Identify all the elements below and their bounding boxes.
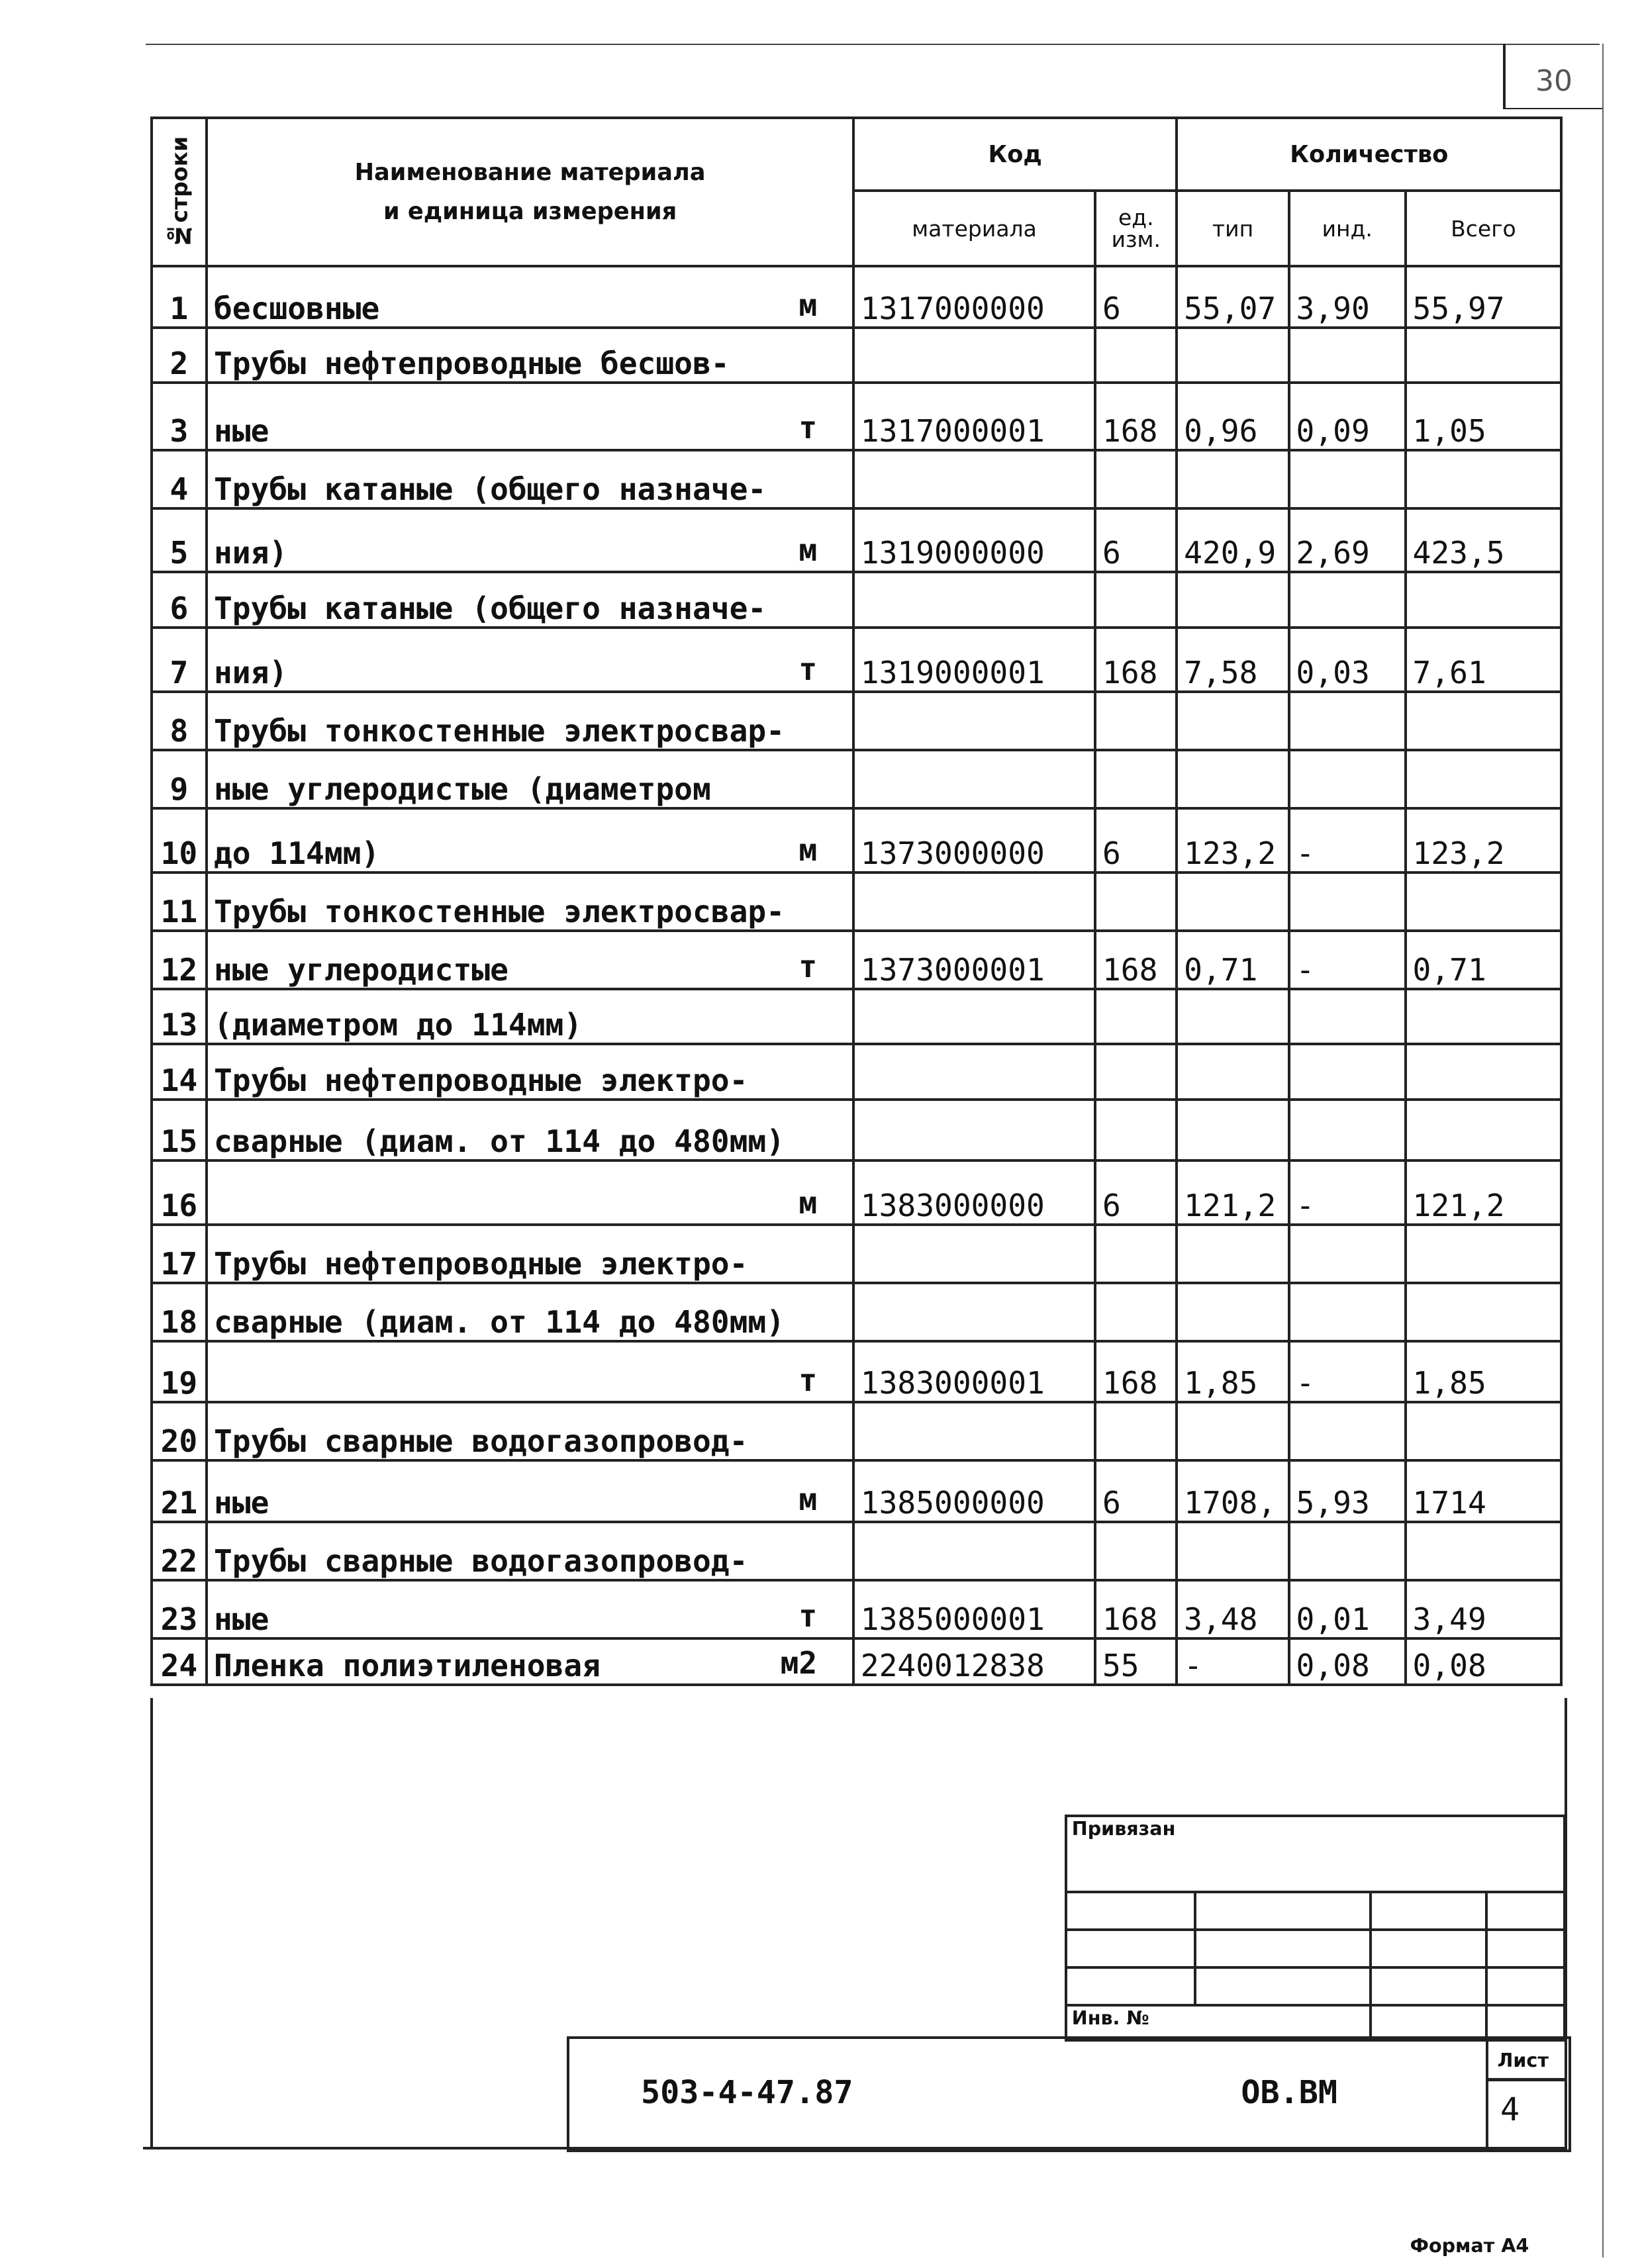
table-row bbox=[152, 873, 1562, 931]
header-quantity: Количество bbox=[1177, 118, 1561, 191]
unit-code: 6 bbox=[1095, 1460, 1177, 1521]
qty-total bbox=[1406, 873, 1561, 931]
material-code bbox=[853, 328, 1095, 383]
unit-code: 6 bbox=[1095, 266, 1177, 327]
material-name-text: Трубы сварные водогазопровод- bbox=[213, 1423, 748, 1460]
row-number: 6 bbox=[152, 572, 207, 628]
row-number: 1 bbox=[152, 266, 207, 327]
qty-total bbox=[1406, 1522, 1561, 1580]
frame-right-line bbox=[1565, 1698, 1567, 2150]
material-code bbox=[853, 1225, 1095, 1283]
table-row bbox=[152, 266, 1562, 327]
header-qty-individual: инд. bbox=[1289, 191, 1406, 266]
material-code bbox=[853, 750, 1095, 808]
material-name-text: Трубы катаные (общего назначе- bbox=[213, 471, 767, 507]
header-qty-type: тип bbox=[1177, 191, 1288, 266]
table-row bbox=[152, 989, 1562, 1045]
qty-individual: 0,09 bbox=[1289, 383, 1406, 449]
unit-code: 168 bbox=[1095, 383, 1177, 449]
material-name bbox=[207, 508, 853, 573]
header-row-number: №строки bbox=[152, 118, 207, 266]
row-number: 17 bbox=[152, 1225, 207, 1283]
header-code: Код bbox=[853, 118, 1177, 191]
qty-type bbox=[1177, 873, 1288, 931]
material-code: 1319000001 bbox=[853, 628, 1095, 692]
qty-total: 1,85 bbox=[1406, 1341, 1561, 1402]
qty-individual bbox=[1289, 1100, 1406, 1160]
qty-type bbox=[1177, 1225, 1288, 1283]
row-number: 22 bbox=[152, 1522, 207, 1580]
row-number: 18 bbox=[152, 1283, 207, 1341]
qty-individual: 0,08 bbox=[1289, 1638, 1406, 1685]
stamp-cell bbox=[1486, 1930, 1565, 1967]
material-name-text: (диаметром до 114мм) bbox=[213, 1007, 583, 1043]
stamp-cell bbox=[1066, 1930, 1195, 1967]
table-row bbox=[152, 692, 1562, 750]
stamp-cell bbox=[1371, 1892, 1486, 1930]
qty-total bbox=[1406, 1225, 1561, 1283]
qty-individual bbox=[1289, 1283, 1406, 1341]
table-row bbox=[152, 1044, 1562, 1100]
unit-code bbox=[1095, 750, 1177, 808]
qty-type: 123,2 bbox=[1177, 808, 1288, 873]
stamp-cell bbox=[1371, 1930, 1486, 1967]
document-code: 503-4-47.87 bbox=[641, 2073, 853, 2111]
row-number: 21 bbox=[152, 1460, 207, 1521]
material-name bbox=[207, 808, 853, 873]
material-name bbox=[207, 383, 853, 449]
unit-code: 168 bbox=[1095, 628, 1177, 692]
materials-table bbox=[150, 117, 1563, 1686]
unit-code: 6 bbox=[1095, 508, 1177, 573]
header-code-material: материала bbox=[853, 191, 1095, 266]
row-number: 7 bbox=[152, 628, 207, 692]
material-unit: м bbox=[798, 287, 818, 324]
row-number: 9 bbox=[152, 750, 207, 808]
qty-individual bbox=[1289, 572, 1406, 628]
qty-total bbox=[1406, 692, 1561, 750]
sheet-number: 4 bbox=[1500, 2091, 1520, 2129]
material-code bbox=[853, 989, 1095, 1045]
material-name bbox=[207, 1283, 853, 1341]
qty-total bbox=[1406, 1100, 1561, 1160]
qty-total: 423,5 bbox=[1406, 508, 1561, 573]
material-name bbox=[207, 931, 853, 989]
table-row bbox=[152, 1580, 1562, 1638]
qty-individual: 3,90 bbox=[1289, 266, 1406, 327]
material-name bbox=[207, 1580, 853, 1638]
stamp-cell bbox=[1371, 1967, 1486, 2005]
material-name bbox=[207, 1100, 853, 1160]
qty-total bbox=[1406, 1402, 1561, 1460]
qty-type bbox=[1177, 1402, 1288, 1460]
material-name-text: до 114мм) bbox=[213, 835, 380, 871]
material-code bbox=[853, 1283, 1095, 1341]
qty-individual bbox=[1289, 450, 1406, 508]
stamp-cell bbox=[1371, 2005, 1486, 2040]
material-name-text: сварные (диам. от 114 до 480мм) bbox=[213, 1303, 785, 1340]
top-frame-line bbox=[146, 44, 1600, 45]
table-row bbox=[152, 1225, 1562, 1283]
material-name bbox=[207, 1402, 853, 1460]
qty-total: 55,97 bbox=[1406, 266, 1561, 327]
material-unit: м bbox=[798, 1482, 818, 1518]
row-number: 19 bbox=[152, 1341, 207, 1402]
table-row bbox=[152, 383, 1562, 449]
qty-total: 7,61 bbox=[1406, 628, 1561, 692]
row-number: 2 bbox=[152, 328, 207, 383]
header-material-name bbox=[207, 118, 853, 266]
qty-type: 3,48 bbox=[1177, 1580, 1288, 1638]
qty-individual: - bbox=[1289, 931, 1406, 989]
page-edge-line bbox=[1602, 44, 1604, 2257]
stamp-privyazan: Привязан bbox=[1066, 1816, 1565, 1891]
document-mark: ОВ.ВМ bbox=[1241, 2073, 1338, 2111]
material-name bbox=[207, 692, 853, 750]
qty-type: 121,2 bbox=[1177, 1160, 1288, 1225]
qty-total: 0,71 bbox=[1406, 931, 1561, 989]
material-code: 1317000001 bbox=[853, 383, 1095, 449]
header-qty-total: Всего bbox=[1406, 191, 1561, 266]
table-row bbox=[152, 628, 1562, 692]
qty-total: 0,08 bbox=[1406, 1638, 1561, 1685]
sheet-label: Лист bbox=[1497, 2049, 1549, 2072]
material-unit: м bbox=[798, 832, 818, 869]
stamp-cell bbox=[1486, 1967, 1565, 2005]
material-unit: т bbox=[798, 651, 818, 688]
stamp-cell bbox=[1066, 1967, 1195, 2005]
qty-type: 0,71 bbox=[1177, 931, 1288, 989]
unit-code bbox=[1095, 1402, 1177, 1460]
material-code: 1385000001 bbox=[853, 1580, 1095, 1638]
format-label: Формат А4 bbox=[1410, 2234, 1529, 2257]
stamp-cell bbox=[1195, 1967, 1371, 2005]
qty-individual: 0,01 bbox=[1289, 1580, 1406, 1638]
material-name bbox=[207, 628, 853, 692]
material-name-text: ния) bbox=[213, 654, 288, 690]
qty-total: 1714 bbox=[1406, 1460, 1561, 1521]
material-name bbox=[207, 1638, 853, 1685]
material-unit: м bbox=[798, 1184, 818, 1221]
material-name-text: ные bbox=[213, 1484, 269, 1521]
table-row bbox=[152, 1283, 1562, 1341]
qty-type: 7,58 bbox=[1177, 628, 1288, 692]
qty-type: 1708, bbox=[1177, 1460, 1288, 1521]
row-number: 12 bbox=[152, 931, 207, 989]
qty-total: 3,49 bbox=[1406, 1580, 1561, 1638]
stamp-cell bbox=[1066, 1892, 1195, 1930]
material-unit: т bbox=[798, 1598, 818, 1634]
qty-total bbox=[1406, 450, 1561, 508]
stamp-cell bbox=[1195, 1930, 1371, 1967]
qty-individual: 5,93 bbox=[1289, 1460, 1406, 1521]
material-name-text: ные углеродистые (диаметром bbox=[213, 771, 711, 807]
table-row bbox=[152, 508, 1562, 573]
row-number: 13 bbox=[152, 989, 207, 1045]
material-unit: м bbox=[798, 532, 818, 568]
material-code bbox=[853, 1402, 1095, 1460]
qty-type bbox=[1177, 989, 1288, 1045]
unit-code bbox=[1095, 450, 1177, 508]
qty-type bbox=[1177, 692, 1288, 750]
material-code: 1373000001 bbox=[853, 931, 1095, 989]
header-name-line2: и единица измерения bbox=[383, 197, 677, 225]
qty-total: 1,05 bbox=[1406, 383, 1561, 449]
table-row bbox=[152, 1341, 1562, 1402]
table-row bbox=[152, 931, 1562, 989]
stamp-divider bbox=[1486, 2078, 1566, 2081]
material-code bbox=[853, 873, 1095, 931]
material-unit: т bbox=[798, 410, 818, 446]
frame-bottom-line bbox=[143, 2147, 1568, 2150]
unit-code bbox=[1095, 989, 1177, 1045]
row-number: 8 bbox=[152, 692, 207, 750]
qty-type: 1,85 bbox=[1177, 1341, 1288, 1402]
material-name-text: ния) bbox=[213, 535, 288, 571]
unit-code bbox=[1095, 692, 1177, 750]
material-name bbox=[207, 1160, 853, 1225]
qty-total bbox=[1406, 750, 1561, 808]
unit-code bbox=[1095, 1044, 1177, 1100]
unit-code: 168 bbox=[1095, 1580, 1177, 1638]
material-unit: м2 bbox=[780, 1644, 818, 1681]
material-code bbox=[853, 692, 1095, 750]
row-number: 20 bbox=[152, 1402, 207, 1460]
material-name-text: Трубы нефтепроводные электро- bbox=[213, 1245, 748, 1282]
qty-total bbox=[1406, 989, 1561, 1045]
header-name-line1: Наименование материала bbox=[354, 159, 706, 187]
material-unit: т bbox=[798, 1362, 818, 1398]
material-code: 1317000000 bbox=[853, 266, 1095, 327]
material-name-text: Трубы катаные (общего назначе- bbox=[213, 590, 767, 626]
row-number: 15 bbox=[152, 1100, 207, 1160]
material-code: 1385000000 bbox=[853, 1460, 1095, 1521]
material-code bbox=[853, 1100, 1095, 1160]
unit-code: 6 bbox=[1095, 1160, 1177, 1225]
frame-left-line bbox=[150, 1698, 153, 2147]
corner-sheet-number: 30 bbox=[1503, 44, 1602, 109]
table-row bbox=[152, 572, 1562, 628]
material-name-text: Пленка полиэтиленовая bbox=[213, 1648, 601, 1684]
stamp-binding-block bbox=[1065, 1815, 1566, 2042]
qty-individual: 0,03 bbox=[1289, 628, 1406, 692]
qty-type bbox=[1177, 750, 1288, 808]
row-number: 16 bbox=[152, 1160, 207, 1225]
material-name-text: ные bbox=[213, 412, 269, 449]
qty-individual: - bbox=[1289, 808, 1406, 873]
stamp-divider bbox=[1486, 2036, 1488, 2150]
table-row bbox=[152, 328, 1562, 383]
material-name-text: бесшовные bbox=[213, 290, 380, 326]
qty-type bbox=[1177, 328, 1288, 383]
material-code: 1383000000 bbox=[853, 1160, 1095, 1225]
row-number: 23 bbox=[152, 1580, 207, 1638]
material-name bbox=[207, 1341, 853, 1402]
materials-table-body bbox=[152, 266, 1562, 1685]
stamp-cell bbox=[1486, 2005, 1565, 2040]
material-name-text: Трубы тонкостенные электросвар- bbox=[213, 712, 785, 749]
material-name bbox=[207, 1225, 853, 1283]
table-row bbox=[152, 1522, 1562, 1580]
unit-code: 6 bbox=[1095, 808, 1177, 873]
material-name bbox=[207, 1044, 853, 1100]
material-name-text: Трубы нефтепроводные электро- bbox=[213, 1062, 748, 1098]
table-row bbox=[152, 808, 1562, 873]
material-name bbox=[207, 572, 853, 628]
table-row bbox=[152, 1460, 1562, 1521]
material-name-text: ные углеродистые bbox=[213, 951, 508, 988]
qty-individual bbox=[1289, 989, 1406, 1045]
header-code-unit: ед. изм. bbox=[1095, 191, 1177, 266]
unit-code bbox=[1095, 1100, 1177, 1160]
qty-type bbox=[1177, 572, 1288, 628]
unit-code bbox=[1095, 328, 1177, 383]
material-code bbox=[853, 1522, 1095, 1580]
stamp-cell bbox=[1195, 1892, 1371, 1930]
material-code: 1373000000 bbox=[853, 808, 1095, 873]
material-name-text: сварные (диам. от 114 до 480мм) bbox=[213, 1123, 785, 1160]
material-name bbox=[207, 989, 853, 1045]
material-code bbox=[853, 1044, 1095, 1100]
unit-code: 168 bbox=[1095, 931, 1177, 989]
table-row bbox=[152, 1638, 1562, 1685]
material-name-text: Трубы сварные водогазопровод- bbox=[213, 1542, 748, 1579]
qty-individual bbox=[1289, 1225, 1406, 1283]
material-code: 2240012838 bbox=[853, 1638, 1095, 1685]
row-number: 3 bbox=[152, 383, 207, 449]
material-code: 1319000000 bbox=[853, 508, 1095, 573]
qty-individual: - bbox=[1289, 1341, 1406, 1402]
material-name bbox=[207, 328, 853, 383]
table-row bbox=[152, 1402, 1562, 1460]
qty-individual bbox=[1289, 750, 1406, 808]
qty-total: 121,2 bbox=[1406, 1160, 1561, 1225]
qty-type: 55,07 bbox=[1177, 266, 1288, 327]
material-name bbox=[207, 1460, 853, 1521]
unit-code bbox=[1095, 1225, 1177, 1283]
material-name-text: Трубы нефтепроводные бесшов- bbox=[213, 346, 730, 382]
unit-code bbox=[1095, 873, 1177, 931]
unit-code: 168 bbox=[1095, 1341, 1177, 1402]
row-number: 5 bbox=[152, 508, 207, 573]
material-name-text: Трубы тонкостенные электросвар- bbox=[213, 893, 785, 929]
qty-type: - bbox=[1177, 1638, 1288, 1685]
qty-individual bbox=[1289, 873, 1406, 931]
material-name-text: ные bbox=[213, 1601, 269, 1637]
table-row bbox=[152, 750, 1562, 808]
qty-total bbox=[1406, 1044, 1561, 1100]
qty-individual bbox=[1289, 1044, 1406, 1100]
qty-type bbox=[1177, 450, 1288, 508]
material-name bbox=[207, 450, 853, 508]
unit-code bbox=[1095, 1522, 1177, 1580]
qty-total bbox=[1406, 328, 1561, 383]
qty-type bbox=[1177, 1283, 1288, 1341]
qty-individual: - bbox=[1289, 1160, 1406, 1225]
qty-type bbox=[1177, 1100, 1288, 1160]
row-number: 4 bbox=[152, 450, 207, 508]
stamp-cell bbox=[1486, 1892, 1565, 1930]
qty-type bbox=[1177, 1522, 1288, 1580]
row-number: 11 bbox=[152, 873, 207, 931]
qty-total bbox=[1406, 572, 1561, 628]
qty-individual: 2,69 bbox=[1289, 508, 1406, 573]
material-name bbox=[207, 1522, 853, 1580]
table-row bbox=[152, 1160, 1562, 1225]
table-row bbox=[152, 1100, 1562, 1160]
qty-individual bbox=[1289, 328, 1406, 383]
qty-individual bbox=[1289, 1522, 1406, 1580]
stamp-inventory-number: Инв. № bbox=[1066, 2005, 1371, 2040]
material-name bbox=[207, 750, 853, 808]
material-code: 1383000001 bbox=[853, 1341, 1095, 1402]
material-code bbox=[853, 572, 1095, 628]
material-name bbox=[207, 873, 853, 931]
row-number: 10 bbox=[152, 808, 207, 873]
qty-type: 0,96 bbox=[1177, 383, 1288, 449]
qty-individual bbox=[1289, 692, 1406, 750]
unit-code bbox=[1095, 572, 1177, 628]
qty-type: 420,9 bbox=[1177, 508, 1288, 573]
unit-code: 55 bbox=[1095, 1638, 1177, 1685]
qty-individual bbox=[1289, 1402, 1406, 1460]
material-code bbox=[853, 450, 1095, 508]
qty-total bbox=[1406, 1283, 1561, 1341]
material-name bbox=[207, 266, 853, 327]
row-number: 24 bbox=[152, 1638, 207, 1685]
unit-code bbox=[1095, 1283, 1177, 1341]
qty-type bbox=[1177, 1044, 1288, 1100]
row-number: 14 bbox=[152, 1044, 207, 1100]
qty-total: 123,2 bbox=[1406, 808, 1561, 873]
table-row bbox=[152, 450, 1562, 508]
material-unit: т bbox=[798, 949, 818, 985]
